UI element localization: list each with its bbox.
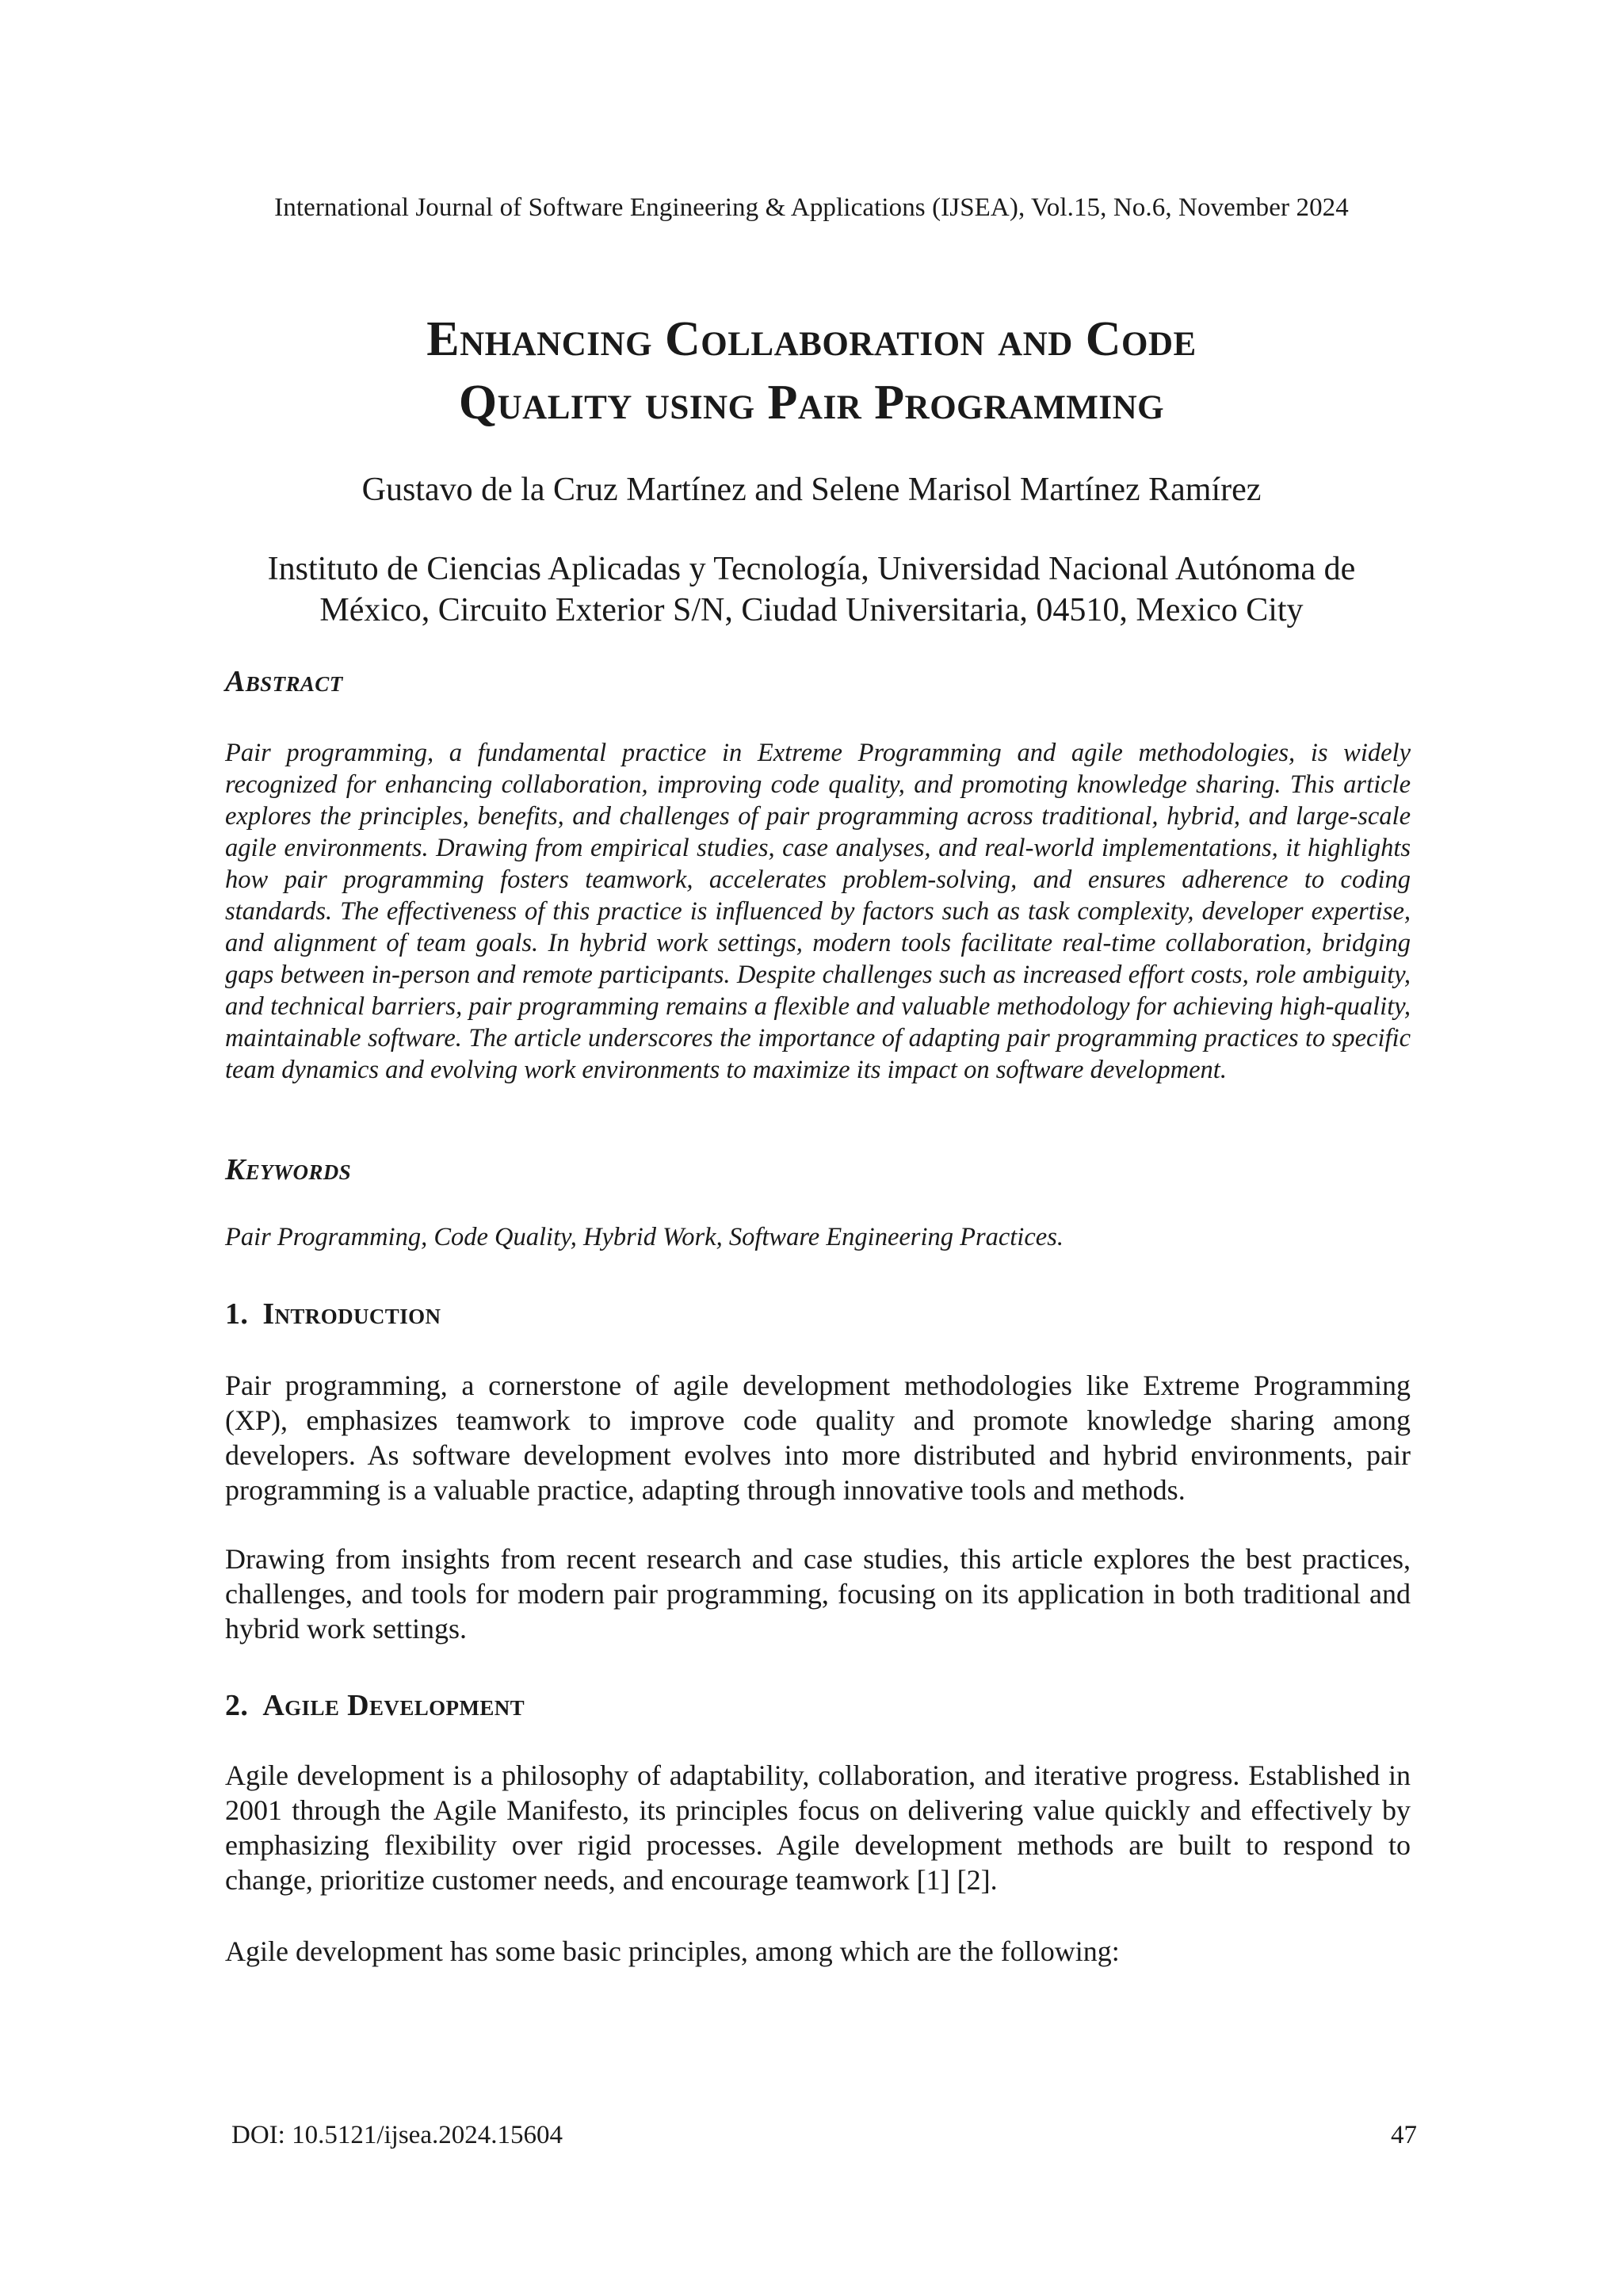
affiliation-line-2: México, Circuito Exterior S/N, Ciudad Universitaria, 04510, Mexico City — [319, 592, 1304, 628]
doi: DOI: 10.5121/ijsea.2024.15604 — [231, 2121, 563, 2149]
affiliation-line-1: Instituto de Ciencias Aplicadas y Tecnología, Universidad Nacional Autónoma de — [267, 551, 1356, 587]
section-title: Agile Development — [262, 1689, 525, 1722]
abstract-heading: Abstract — [225, 665, 343, 698]
title-line-1: Enhancing Collaboration and Code — [426, 312, 1197, 366]
keywords-text: Pair Programming, Code Quality, Hybrid Work, Software Engineering Practices. — [225, 1223, 1064, 1251]
paragraph: Agile development is a philosophy of adaptability, collaboration, and iterative progress. Established in 2001 through the Agile Manifesto, its principles focus on delivering value quickly and effectively by emphasizing flexibility over rigid processes. Agile development methods are built to respond to change, prioritize customer needs, and encourage teamwork [1] [2]. — [225, 1759, 1411, 1896]
abstract-text: Pair programming, a fundamental practice in Extreme Programming and agile methodologies, is widely recognized for enhancing collaboration, improving code quality, and promoting knowledge sharing. This article explores the principles, benefits, and challenges of pair programming across traditional, hybrid, and large-scale agile environments. Drawing from empirical studies, case analyses, and real-world implementations, it highlights how pair programming fosters teamwork, accelerates problem-solving, and ensures adherence to coding standards. The effectiveness of this practice is influenced by factors such as task complexity, developer expertise, and alignment of team goals. In hybrid work settings, modern tools facilitate real-time collaboration, bridging gaps between in-person and remote participants. Despite challenges such as increased effort costs, role ambiguity, and technical barriers, pair programming remains a flexible and valuable methodology for achieving high-quality, maintainable software. The article underscores the importance of adapting pair programming practices to specific team dynamics and evolving work environments to maximize its impact on software development. — [225, 739, 1411, 1084]
authors: Gustavo de la Cruz Martínez and Selene Marisol Martínez Ramírez — [361, 472, 1262, 508]
running-header: International Journal of Software Engineering & Applications (IJSEA), Vol.15, No.6, November 2024 — [274, 193, 1349, 222]
section-heading-introduction — [225, 1297, 1411, 1331]
paragraph: Agile development has some basic principles, among which are the following: — [225, 1935, 1120, 1967]
section-heading-agile-development — [225, 1688, 1411, 1723]
section-number: 1. — [225, 1297, 249, 1331]
affiliation — [0, 548, 1623, 631]
title-line-2: Quality using Pair Programming — [458, 376, 1165, 430]
paper-title — [0, 308, 1623, 434]
page-number: 47 — [1391, 2121, 1417, 2149]
section-title: Introduction — [262, 1297, 441, 1331]
section-number: 2. — [225, 1689, 249, 1722]
paragraph: Pair programming, a cornerstone of agile development methodologies like Extreme Programming (XP), emphasizes teamwork to improve code quality and promote knowledge sharing among developers. As software development evolves into more distributed and hybrid environments, pair programming is a valuable practice, adapting through innovative tools and methods. — [225, 1370, 1411, 1506]
keywords-heading: Keywords — [225, 1153, 352, 1186]
paragraph: Drawing from insights from recent research and case studies, this article explores the best practices, challenges, and tools for modern pair programming, focusing on its application in both traditional and hybrid work settings. — [225, 1543, 1411, 1645]
